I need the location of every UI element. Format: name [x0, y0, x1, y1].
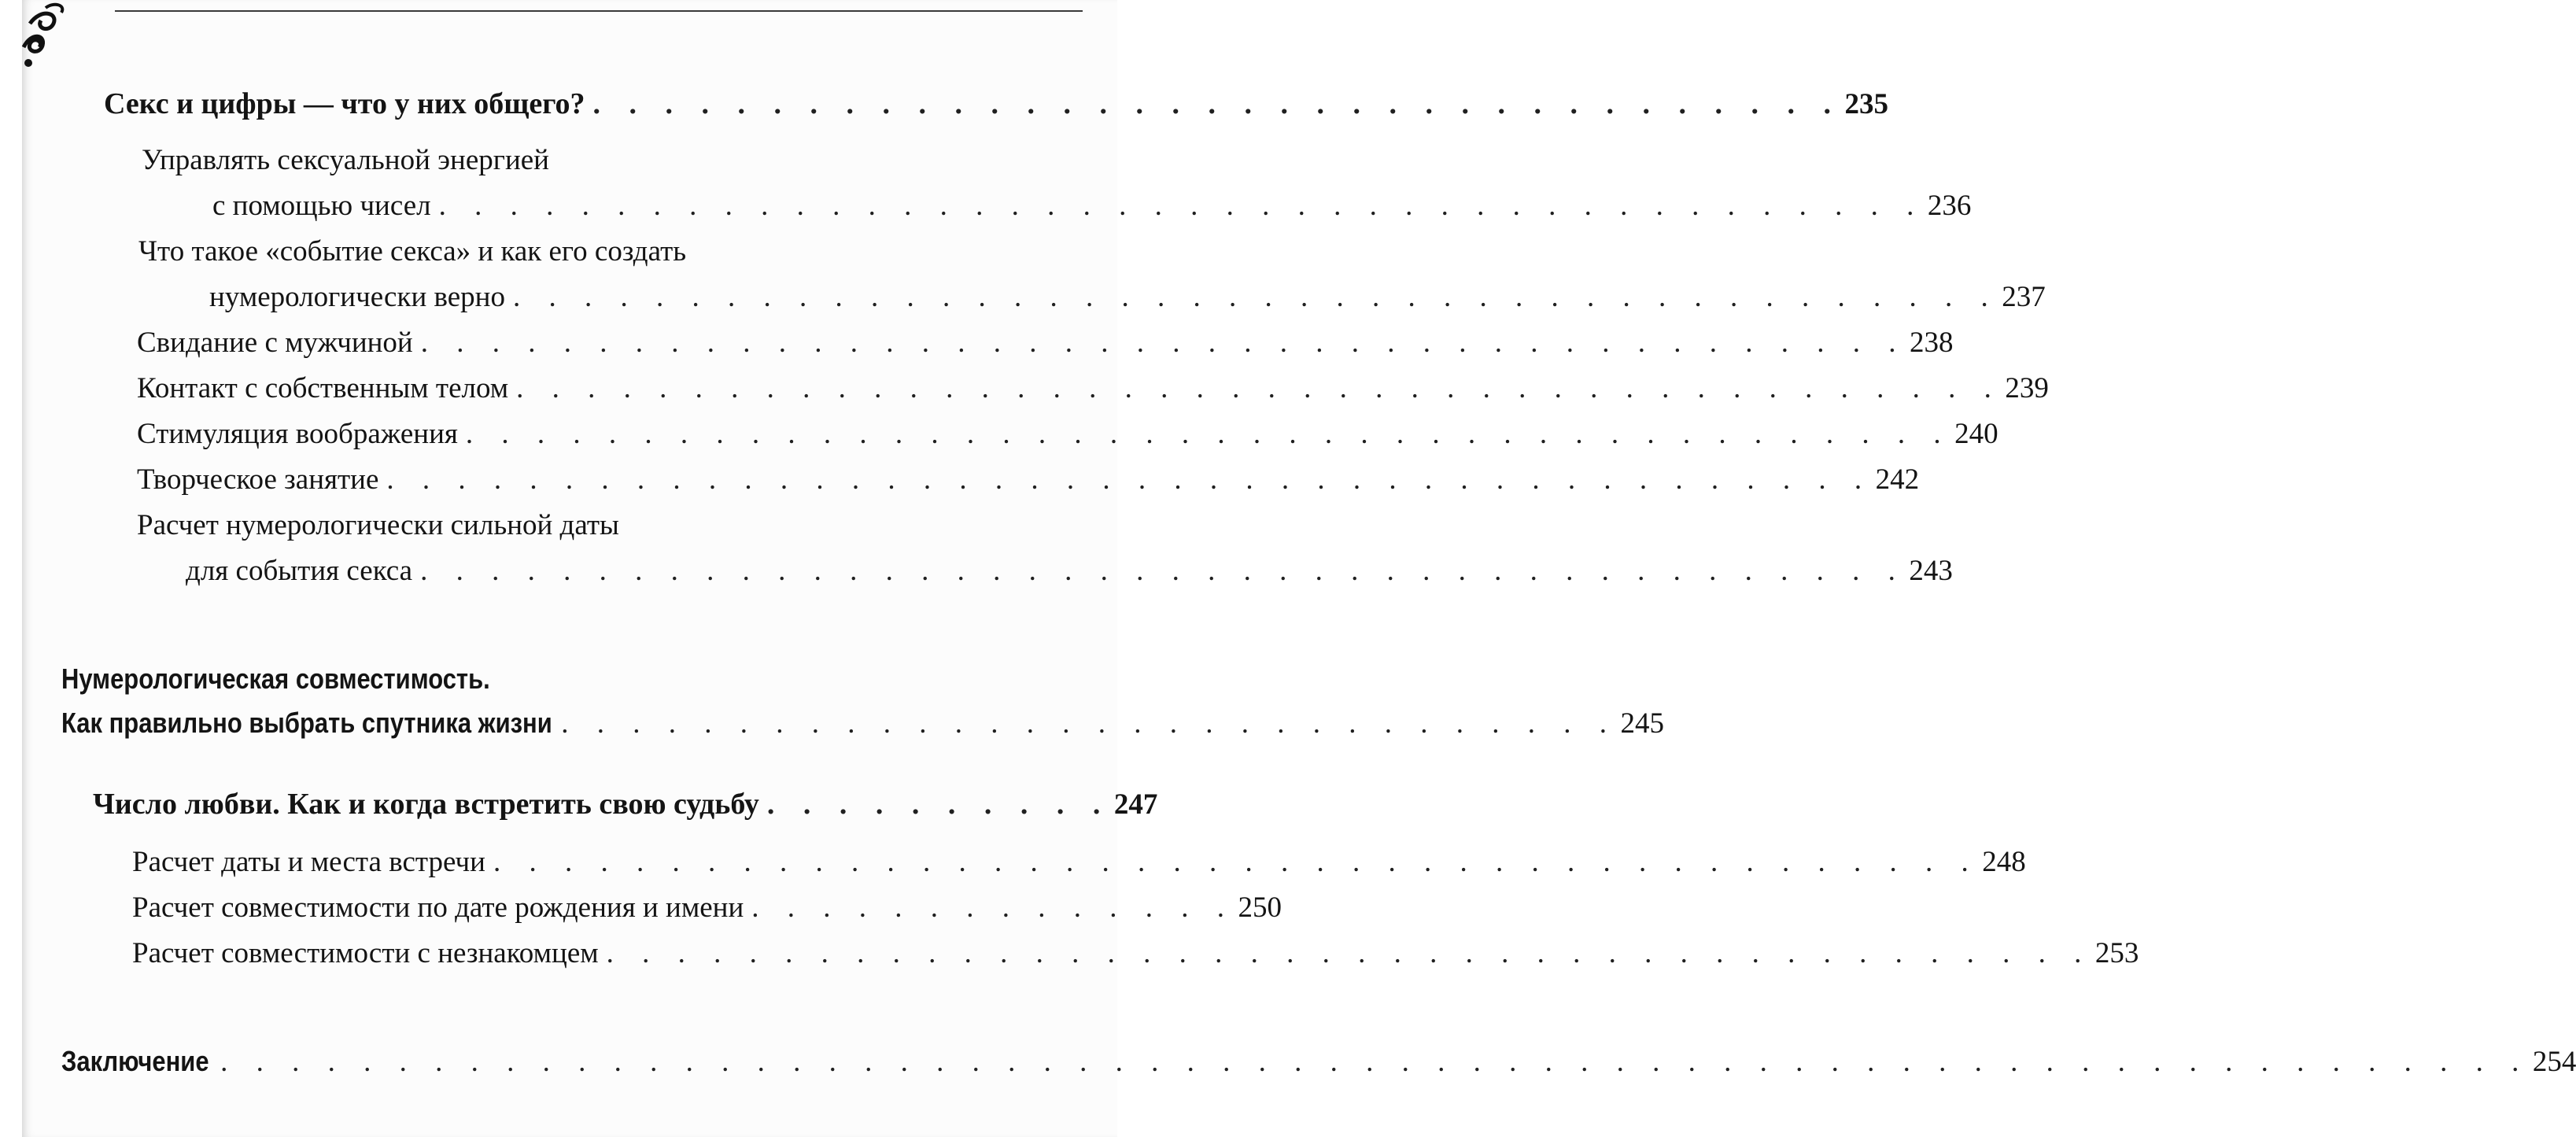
header-rule	[115, 10, 1083, 12]
leader-dots: . . . . . . . . . . . . . . . . . . . . . . . . . . . . . . . . . . . . . . . . . .	[438, 190, 1925, 222]
toc-entry-compat-birth[interactable]	[132, 891, 1282, 938]
toc-entry-title: Расчет нумерологически сильной даты	[137, 509, 619, 541]
toc-page-number: 253	[2094, 937, 2139, 969]
toc-page-number: 245	[1620, 707, 1665, 740]
toc-chapter-compat-line1[interactable]	[61, 663, 490, 696]
toc-chapter-compat-line2[interactable]	[61, 707, 1665, 754]
leader-dots: . . . . . . . . . . . . . . . . . . . . . . . . . . . . . .	[561, 707, 1618, 740]
toc-page-number: 243	[1909, 555, 1953, 587]
toc-entry-title: для события секса	[186, 555, 413, 587]
toc-entry-title: нумерологически верно	[209, 281, 505, 313]
toc-page-number: 240	[1954, 418, 1998, 450]
toc-entry-title: Управлять сексуальной энергией	[142, 144, 549, 176]
leader-dots: . . . . . . . . . .	[766, 788, 1111, 821]
toc-entry-sex-event-line2[interactable]	[209, 280, 2046, 327]
toc-entry-title: Расчет совместимости с незнакомцем	[132, 937, 599, 969]
toc-page-number: 248	[1982, 846, 2026, 878]
leader-dots: . . . . . . . . . . . . . . . . . . . . . . . . . . . . . . . . . . . . . . . . . .	[420, 555, 1906, 587]
toc-entry-title: Что такое «событие секса» и как его создать	[138, 235, 687, 268]
toc-entry-creative[interactable]	[137, 463, 1920, 510]
toc-page-number: 238	[1909, 327, 1954, 359]
leader-dots: . . . . . . . . . . . . . . . . . . . . . . . . . . . . . . . . . . . . . . . . . .	[493, 846, 1980, 878]
toc-chapter-title: Как правильно выбрать спутника жизни	[61, 707, 552, 739]
toc-entry-strong-date-line1[interactable]	[137, 508, 619, 542]
toc-entry-strong-date-line2[interactable]	[186, 554, 1953, 601]
leader-dots: . . . . . . . . . . . . . . . . . . . . . . . . . . . . . . . . . . . . . . . . . .	[512, 281, 1999, 313]
leader-dots: . . . . . . . . . . . . . . . . . . . . . . . . . . . . . . . . . . . . . . . . . . . . . . . . . . . . . . . . . . . . . . . . .	[220, 1046, 2530, 1078]
toc-entry-title: с помощью чисел	[212, 190, 431, 222]
toc-chapter-title: Заключение	[61, 1045, 209, 1077]
toc-entry-love-number[interactable]	[93, 787, 1158, 834]
toc-page-number: 237	[2002, 281, 2046, 313]
toc-entry-title: Свидание с мужчиной	[137, 327, 413, 359]
toc-entry-sex-event-line1[interactable]	[138, 234, 686, 268]
toc-entry-title: Расчет даты и места встречи	[132, 846, 485, 878]
book-page	[22, 0, 2576, 1137]
toc-entry-title: Число любви. Как и когда встретить свою судьбу	[93, 788, 759, 821]
toc-entry-manage-energy-line1[interactable]	[142, 143, 549, 177]
leader-dots: . . . . . . . . . . . . . .	[751, 892, 1235, 924]
leader-dots: . . . . . . . . . . . . . . . . . . . . . . . . . . . . . . . . . . . . . . . . . .	[465, 418, 1952, 450]
leader-dots: . . . . . . . . . . . . . . . . . . . . . . . . . . . . . . . . . . . . . . . . . .	[386, 463, 1873, 496]
toc-entry-title: Секс и цифры — что у них общего?	[104, 87, 585, 120]
toc-page-number: 242	[1875, 463, 1920, 496]
leader-dots: . . . . . . . . . . . . . . . . . . . . . . . . . . . . . . . . . . . . . . . . . .	[420, 327, 1906, 359]
toc-entry-compat-stranger[interactable]	[132, 936, 2139, 984]
leader-dots: . . . . . . . . . . . . . . . . . . . . . . . . . . . . . . . . . . . . . . . . . .	[516, 372, 2002, 404]
toc-page-number: 254	[2532, 1046, 2576, 1078]
leader-dots: . . . . . . . . . . . . . . . . . . . . . . . . . . . . . . . . . . .	[592, 87, 1842, 120]
leader-dots: . . . . . . . . . . . . . . . . . . . . . . . . . . . . . . . . . . . . . . . . . .	[606, 937, 2092, 969]
ornament-icon	[22, 0, 93, 71]
toc-entry-title: Контакт с собственным телом	[137, 372, 509, 404]
toc-entry-imagination[interactable]	[137, 417, 1998, 464]
toc-entry-meeting-date[interactable]	[132, 845, 2026, 892]
toc-page-number: 235	[1844, 88, 1889, 120]
toc-entry-date-with-man[interactable]	[137, 326, 1954, 373]
toc-page-number: 247	[1113, 788, 1158, 821]
toc-chapter-conclusion[interactable]	[61, 1045, 2576, 1092]
toc-chapter-title: Нумерологическая совместимость.	[61, 663, 490, 695]
toc-page-number: 239	[2005, 372, 2049, 404]
toc-page-number: 236	[1927, 190, 1972, 222]
toc-entry-manage-energy-line2[interactable]	[212, 189, 1972, 236]
toc-entry-title: Творческое занятие	[137, 463, 379, 496]
toc-page-number: 250	[1238, 892, 1282, 924]
toc-entry-title: Стимуляция воображения	[137, 418, 458, 450]
toc-entry-body-contact[interactable]	[137, 371, 2049, 419]
toc-entry-title: Расчет совместимости по дате рождения и имени	[132, 892, 744, 924]
toc-entry-sex-and-numbers[interactable]	[104, 87, 1889, 134]
